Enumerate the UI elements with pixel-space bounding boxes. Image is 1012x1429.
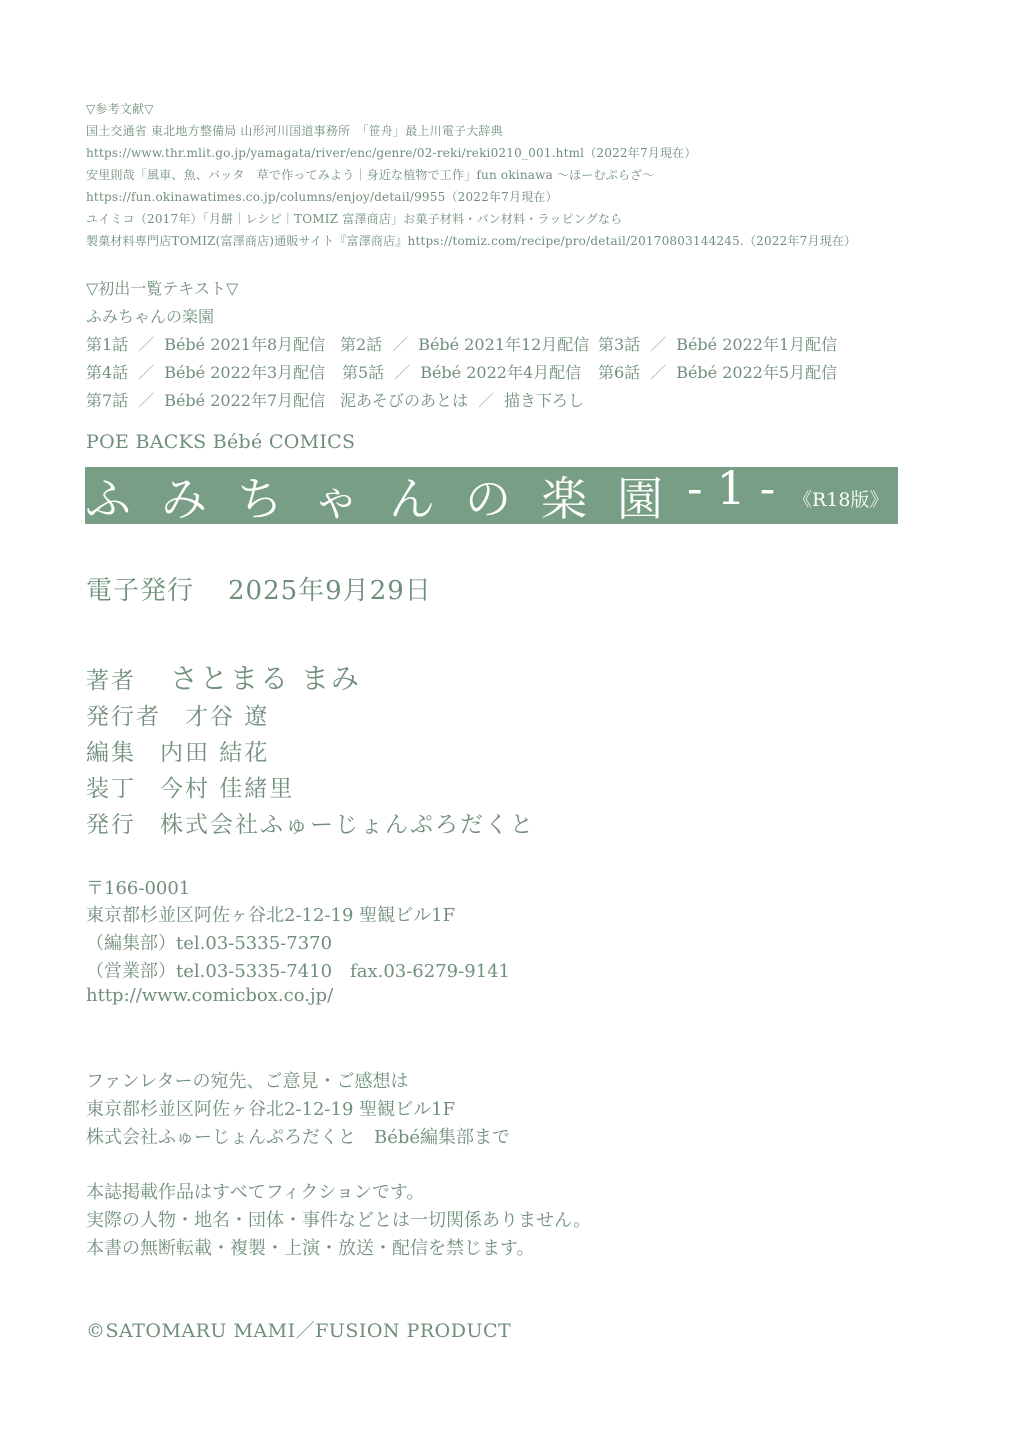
editorial-phone: （編集部）tel.03-5335-7370 xyxy=(86,933,333,954)
first-publication-heading: ▽初出一覧テキスト▽ xyxy=(86,279,239,298)
publication-entry: 第1話 ／ Bébé 2021年8月配信 xyxy=(86,335,326,354)
fan-letter-line: 株式会社ふゅーじょんぷろだくと Bébé編集部まで xyxy=(86,1127,511,1148)
release-label: 電子発行 xyxy=(86,576,195,606)
staff-credit xyxy=(86,734,269,767)
street-address: 東京都杉並区阿佐ヶ谷北2-12-19 聖観ビル1F xyxy=(86,905,456,926)
publication-entry: 泥あそびのあとは ／ 描き下ろし xyxy=(340,391,585,410)
series-label: POE BACKS Bébé COMICS xyxy=(86,431,356,453)
reference-line: 国土交通省 東北地方整備局 山形河川国道事務所 「笹舟」最上川電子大辞典 xyxy=(86,124,503,138)
references-heading: ▽参考文献▽ xyxy=(86,102,154,116)
title-banner xyxy=(85,461,898,526)
reference-line: https://www.thr.mlit.go.jp/yamagata/river/enc/genre/02-reki/reki0210_001.html（2022年7月現在） xyxy=(86,146,697,160)
publication-row xyxy=(86,360,837,383)
postal-code: 〒166-0001 xyxy=(86,878,191,899)
publication-row xyxy=(86,332,837,355)
fan-letter-line: ファンレターの宛先、ご意見・ご感想は xyxy=(86,1071,409,1092)
reference-line: 製菓材料専門店TOMIZ(富澤商店)通販サイト『富澤商店』https://tomiz.com/recipe/pro/detail/20170803144245.（2022年7月現在） xyxy=(86,234,857,248)
staff-name: さとまる まみ xyxy=(170,662,361,695)
fan-letter-line: 東京都杉並区阿佐ヶ谷北2-12-19 聖観ビル1F xyxy=(86,1099,456,1120)
staff-name: 内田 結花 xyxy=(160,740,270,766)
staff-role: 発行者 xyxy=(86,704,161,730)
staff-credit xyxy=(86,698,269,731)
work-title: ふみちゃんの楽園 xyxy=(86,307,215,326)
staff-credit xyxy=(86,657,361,697)
staff-credit xyxy=(86,770,294,803)
release-date-value: 2025年9月29日 xyxy=(228,576,432,606)
sales-phone: （営業部）tel.03-5335-7410 fax.03-6279-9141 xyxy=(86,961,511,982)
reference-line: ユイミコ（2017年）「月餅｜レシピ｜TOMIZ 富澤商店」お菓子材料・パン材料・ラッピングなら xyxy=(86,212,623,226)
staff-credit xyxy=(86,806,535,839)
disclaimer-line: 本誌掲載作品はすべてフィクションです。 xyxy=(86,1182,425,1203)
staff-name: 今村 佳緒里 xyxy=(160,776,295,802)
staff-role: 装丁 xyxy=(86,776,136,802)
publication-entry: 第5話 ／ Bébé 2022年4月配信 xyxy=(342,363,582,382)
staff-role: 編集 xyxy=(86,740,136,766)
website-link[interactable]: http://www.comicbox.co.jp/ xyxy=(86,985,334,1006)
edition-label: 《R18版》 xyxy=(793,489,889,511)
reference-line: 安里則哉「風車、魚、バッタ 草で作ってみよう｜身近な植物で工作」fun okinawa 〜ほーむぷらざ〜 xyxy=(86,168,655,182)
publication-entry: 第2話 ／ Bébé 2021年12月配信 xyxy=(340,335,590,354)
copyright: ©SATOMARU MAMI／FUSION PRODUCT xyxy=(86,1320,512,1342)
publication-entry: 第4話 ／ Bébé 2022年3月配信 xyxy=(86,363,326,382)
publication-row xyxy=(86,388,584,411)
book-title: ふみちゃんの楽園 xyxy=(85,472,693,526)
staff-role: 発行 xyxy=(86,812,136,838)
staff-name: 才谷 遼 xyxy=(185,704,270,730)
publication-entry: 第7話 ／ Bébé 2022年7月配信 xyxy=(86,391,326,410)
reference-line: https://fun.okinawatimes.co.jp/columns/enjoy/detail/9955（2022年7月現在） xyxy=(86,190,558,204)
staff-name: 株式会社ふゅーじょんぷろだくと xyxy=(160,812,535,838)
volume-number: -1- xyxy=(687,461,790,515)
disclaimer-line: 本書の無断転載・複製・上演・放送・配信を禁じます。 xyxy=(86,1238,535,1259)
publication-entry: 第3話 ／ Bébé 2022年1月配信 xyxy=(598,335,838,354)
publication-entry: 第6話 ／ Bébé 2022年5月配信 xyxy=(598,363,838,382)
release-date xyxy=(86,570,432,607)
disclaimer-line: 実際の人物・地名・団体・事件などとは一切関係ありません。 xyxy=(86,1210,592,1231)
staff-role: 著者 xyxy=(86,668,136,694)
